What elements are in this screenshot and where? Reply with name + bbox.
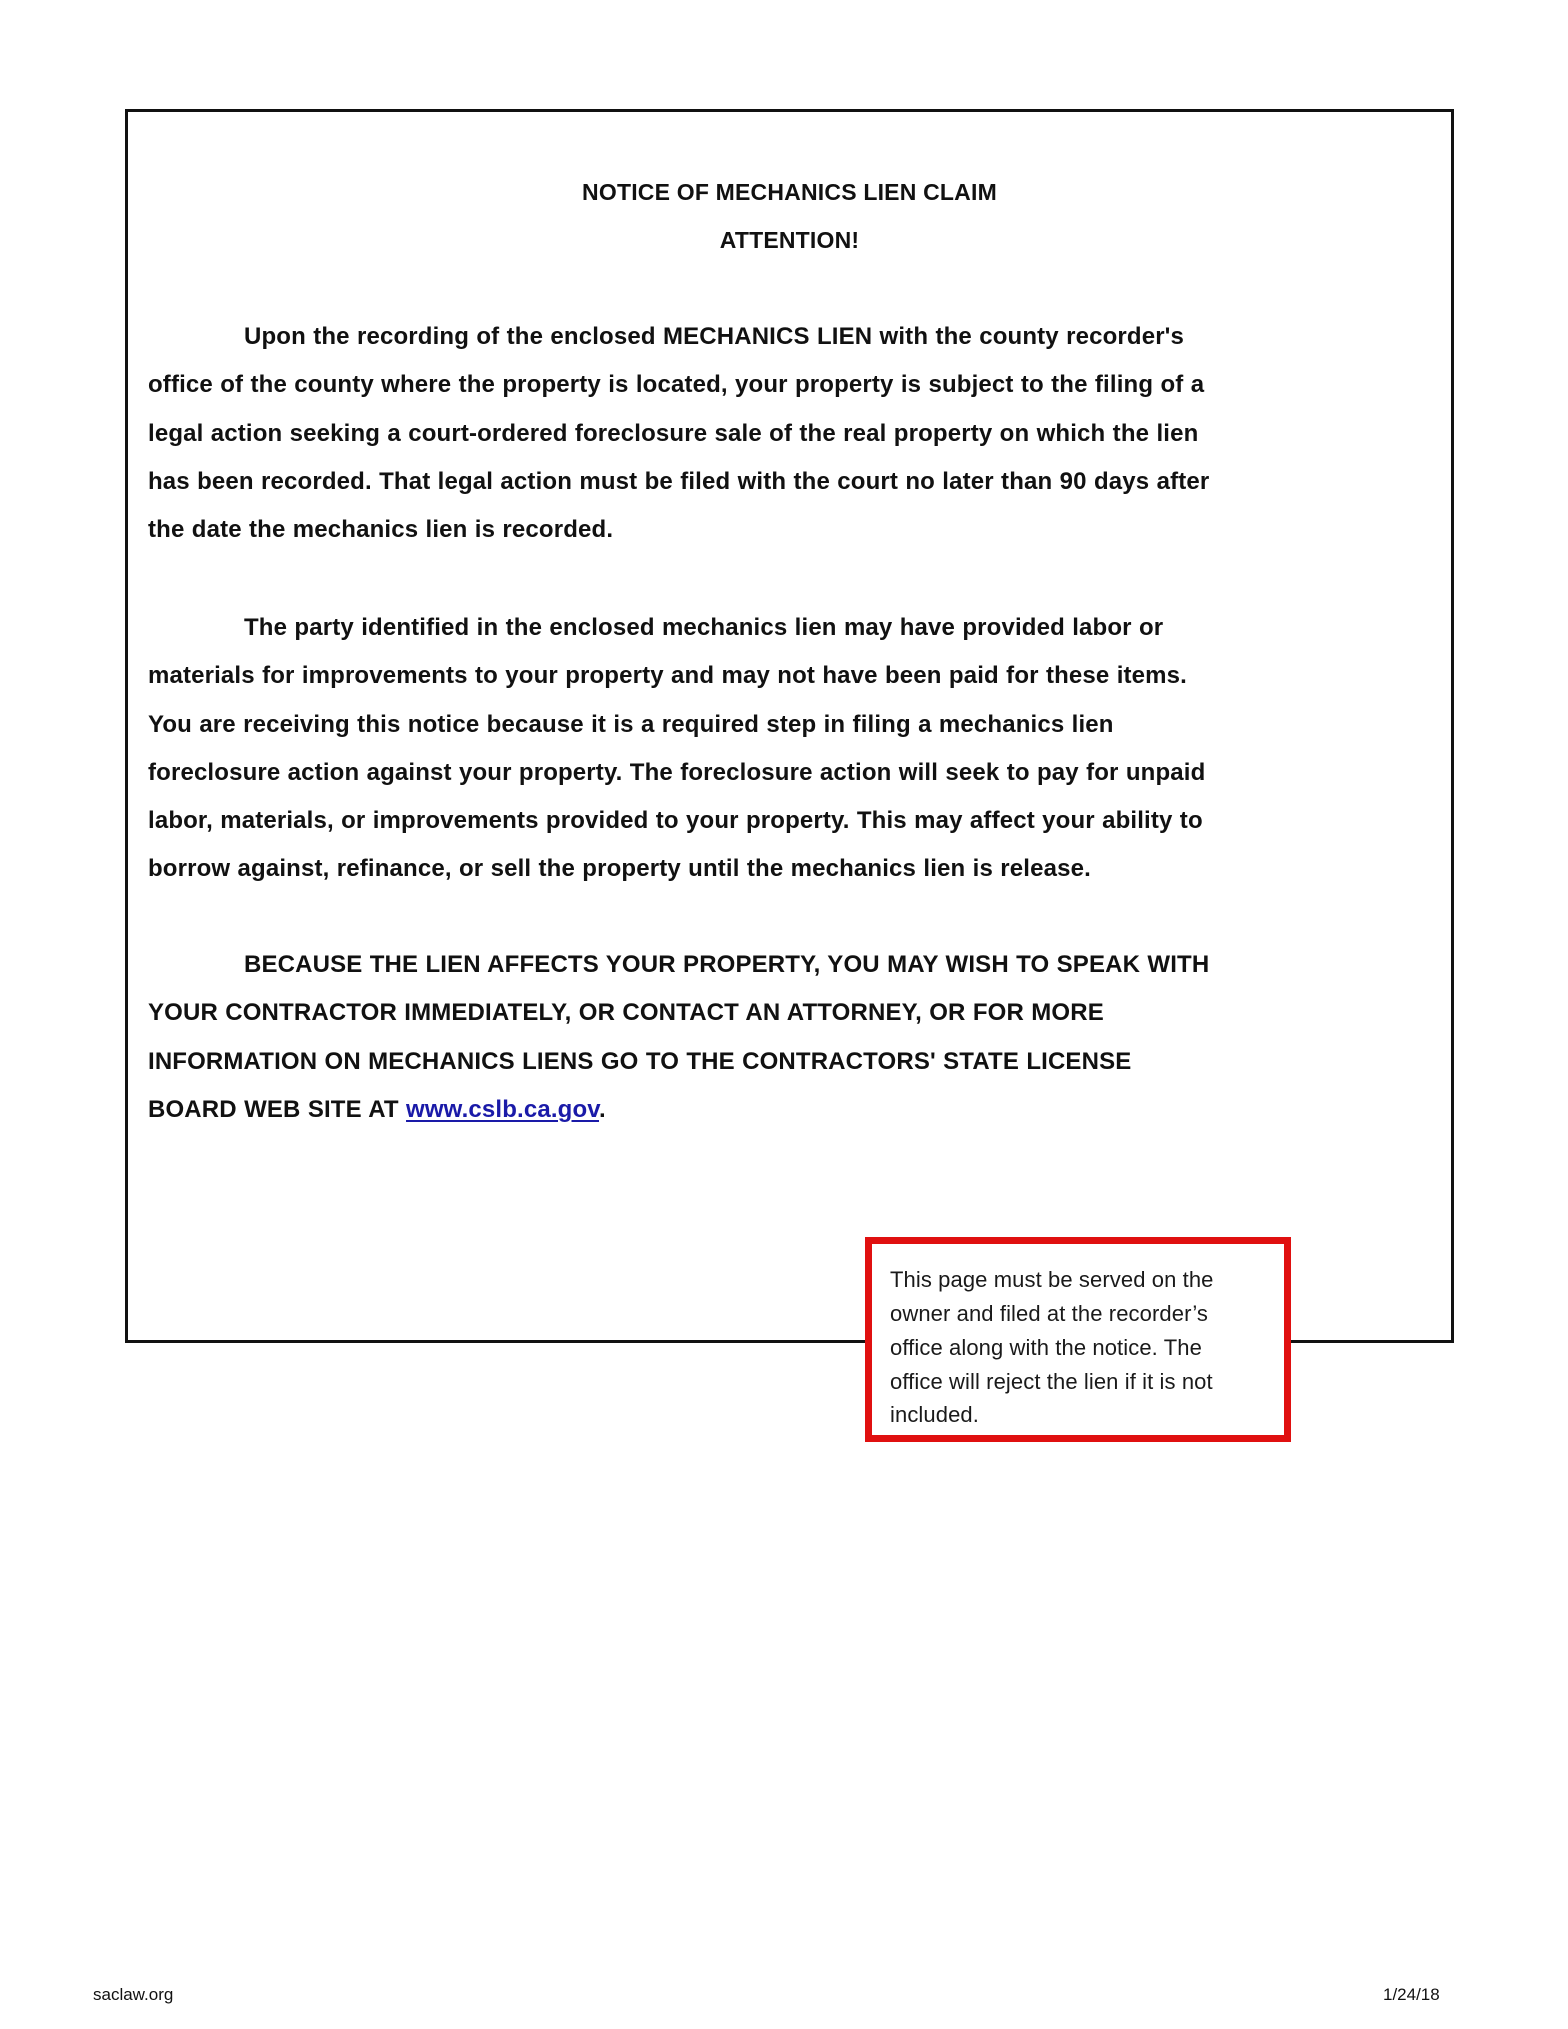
link-prefix: BOARD WEB SITE AT xyxy=(148,1095,407,1123)
paragraph-party-identified xyxy=(148,604,1448,894)
document-title: NOTICE OF MECHANICS LIEN CLAIM xyxy=(582,179,997,205)
paragraph-recording-notice xyxy=(148,313,1448,554)
paragraph-line: labor, materials, or improvements provided to your property. This may affect your ability to xyxy=(148,807,1203,835)
callout-line: included. xyxy=(890,1402,979,1427)
paragraph-line: YOUR CONTRACTOR IMMEDIATELY, OR CONTACT AN ATTORNEY, OR FOR MORE xyxy=(148,999,1104,1027)
callout-line: office along with the notice. The xyxy=(890,1335,1202,1360)
paragraph-line-with-link xyxy=(148,1086,1448,1134)
service-requirement-callout xyxy=(865,1237,1291,1442)
paragraph-line: borrow against, refinance, or sell the property until the mechanics lien is release. xyxy=(148,855,1091,883)
paragraph-warning xyxy=(148,941,1448,1134)
cslb-website-link[interactable]: www.cslb.ca.gov xyxy=(406,1095,600,1123)
footer-website: saclaw.org xyxy=(93,1985,174,2004)
paragraph-line: BECAUSE THE LIEN AFFECTS YOUR PROPERTY, YOU MAY WISH TO SPEAK WITH xyxy=(244,951,1210,978)
paragraph-line: You are receiving this notice because it is a required step in filing a mechanics lien xyxy=(148,710,1114,738)
attention-heading: ATTENTION! xyxy=(719,227,860,253)
paragraph-line: INFORMATION ON MECHANICS LIENS GO TO THE CONTRACTORS' STATE LICENSE xyxy=(148,1047,1132,1075)
paragraph-line: legal action seeking a court-ordered foreclosure sale of the real property on which the lien xyxy=(148,419,1199,447)
paragraph-line: foreclosure action against your property. The foreclosure action will seek to pay for unpaid xyxy=(148,758,1206,786)
paragraph-line: The party identified in the enclosed mechanics lien may have provided labor or xyxy=(244,614,1164,641)
footer-date: 1/24/18 xyxy=(1383,1985,1440,2004)
callout-line: office will reject the lien if it is not xyxy=(890,1369,1213,1394)
paragraph-line: Upon the recording of the enclosed MECHANICS LIEN with the county recorder's xyxy=(244,323,1185,350)
notice-box xyxy=(125,109,1454,1343)
paragraph-line: has been recorded. That legal action must be filed with the court no later than 90 days after xyxy=(148,467,1210,495)
callout-line: owner and filed at the recorder’s xyxy=(890,1301,1209,1326)
paragraph-line: materials for improvements to your property and may not have been paid for these items. xyxy=(148,662,1187,690)
link-suffix: . xyxy=(599,1095,606,1123)
paragraph-line: office of the county where the property is located, your property is subject to the filing of a xyxy=(148,371,1205,399)
callout-line: This page must be served on the xyxy=(890,1267,1214,1292)
paragraph-line: the date the mechanics lien is recorded. xyxy=(148,516,614,544)
